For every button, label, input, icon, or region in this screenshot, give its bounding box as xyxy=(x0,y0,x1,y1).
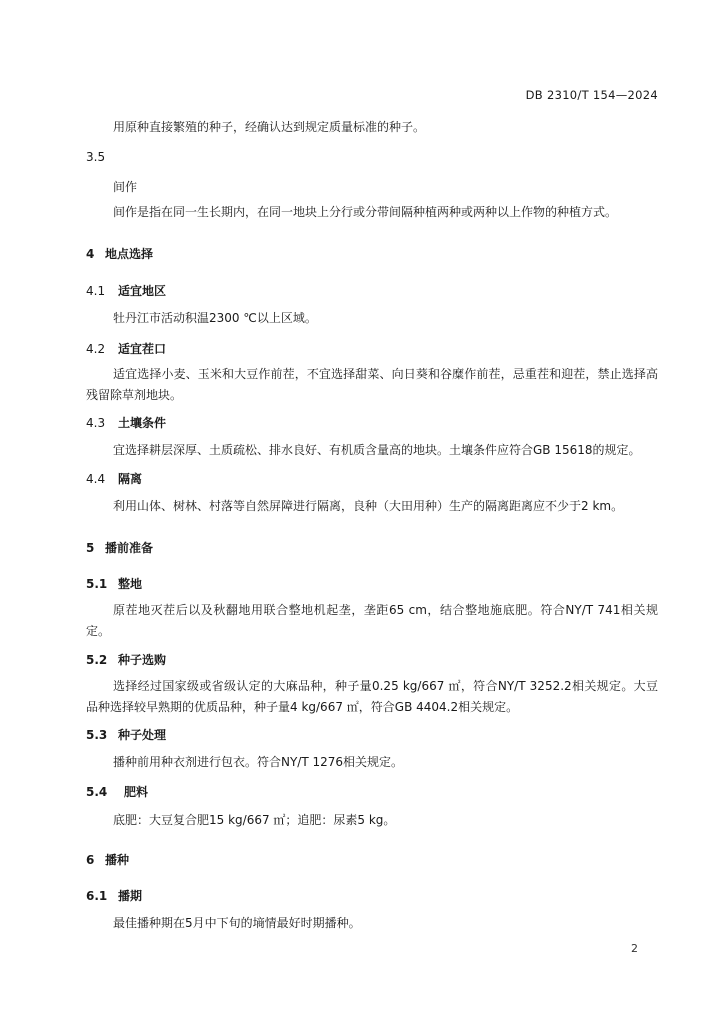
page-number: 2 xyxy=(631,942,638,955)
section-title: 肥料 xyxy=(124,785,149,799)
section-4-1-heading xyxy=(86,282,166,299)
section-4-2-text: 适宜选择小麦、玉米和大豆作前茬，不宜选择甜菜、向日葵和谷糜作前茬，忌重茬和迎茬，禁止选择高残留除草剂地块。 xyxy=(86,367,658,402)
section-4-heading xyxy=(86,245,153,262)
section-number: 4.1 xyxy=(86,284,106,298)
section-5-heading xyxy=(86,539,153,556)
section-5-3-heading xyxy=(86,726,166,743)
section-number: 5.2 xyxy=(86,653,108,667)
section-5-4-heading xyxy=(86,783,148,800)
section-5-1-heading xyxy=(86,575,142,592)
document-code-header: DB 2310/T 154—2024 xyxy=(525,88,658,102)
section-title: 适宜茬口 xyxy=(118,342,167,356)
definition-3-5-term: 间作 xyxy=(113,180,138,194)
section-5-2-text: 选择经过国家级或省级认定的大麻品种，种子量0.25 kg/667 ㎡，符合NY/T 3252.2相关规定。大豆品种选择较早熟期的优质品种，种子量4 kg/667 ㎡，符合GB 4404.2相关规定。 xyxy=(86,679,658,714)
section-number: 6 xyxy=(86,853,95,867)
section-title: 隔离 xyxy=(118,472,143,486)
section-number: 5.1 xyxy=(86,577,108,591)
section-title: 种子处理 xyxy=(118,728,167,742)
section-4-1-text: 牡丹江市活动积温2300 ℃以上区域。 xyxy=(113,311,317,325)
section-4-4-text: 利用山体、树林、村落等自然屏障进行隔离，良种（大田用种）生产的隔离距离应不少于2 km。 xyxy=(113,499,624,513)
section-title: 整地 xyxy=(118,577,143,591)
definition-3-5-number: 3.5 xyxy=(86,150,106,164)
section-number: 5.4 xyxy=(86,785,108,799)
section-number: 4.3 xyxy=(86,416,106,430)
section-4-3-text: 宜选择耕层深厚、土质疏松、排水良好、有机质含量高的地块。土壤条件应符合GB 15618的规定。 xyxy=(113,443,641,457)
section-title: 适宜地区 xyxy=(118,284,167,298)
section-title: 播前准备 xyxy=(105,541,154,555)
section-4-2-heading xyxy=(86,340,166,357)
section-6-1-heading xyxy=(86,887,142,904)
section-title: 播种 xyxy=(105,853,130,867)
section-5-2-heading xyxy=(86,651,166,668)
section-6-heading xyxy=(86,851,129,868)
definition-3-5-text: 间作是指在同一生长期内，在同一地块上分行或分带间隔种植两种或两种以上作物的种植方式。 xyxy=(113,205,618,219)
section-title: 播期 xyxy=(118,889,143,903)
section-number: 4 xyxy=(86,247,95,261)
section-title: 种子选购 xyxy=(118,653,167,667)
section-6-1-text: 最佳播种期在5月中下旬的墒情最好时期播种。 xyxy=(113,916,361,930)
section-5-1-text: 原茬地灭茬后以及秋翻地用联合整地机起垄，垄距65 cm，结合整地施底肥。符合NY/T 741相关规定。 xyxy=(86,603,658,638)
section-number: 6.1 xyxy=(86,889,108,903)
section-title: 地点选择 xyxy=(105,247,154,261)
section-number: 5.3 xyxy=(86,728,108,742)
section-4-4-heading xyxy=(86,470,142,487)
section-5-3-text: 播种前用种衣剂进行包衣。符合NY/T 1276相关规定。 xyxy=(113,755,404,769)
section-number: 5 xyxy=(86,541,95,555)
section-5-4-text: 底肥：大豆复合肥15 kg/667 ㎡；追肥：尿素5 kg。 xyxy=(113,813,396,827)
definition-3-4-text: 用原种直接繁殖的种子，经确认达到规定质量标准的种子。 xyxy=(113,120,426,134)
section-title: 土壤条件 xyxy=(118,416,167,430)
section-number: 4.2 xyxy=(86,342,106,356)
section-number: 4.4 xyxy=(86,472,106,486)
section-4-3-heading xyxy=(86,414,166,431)
